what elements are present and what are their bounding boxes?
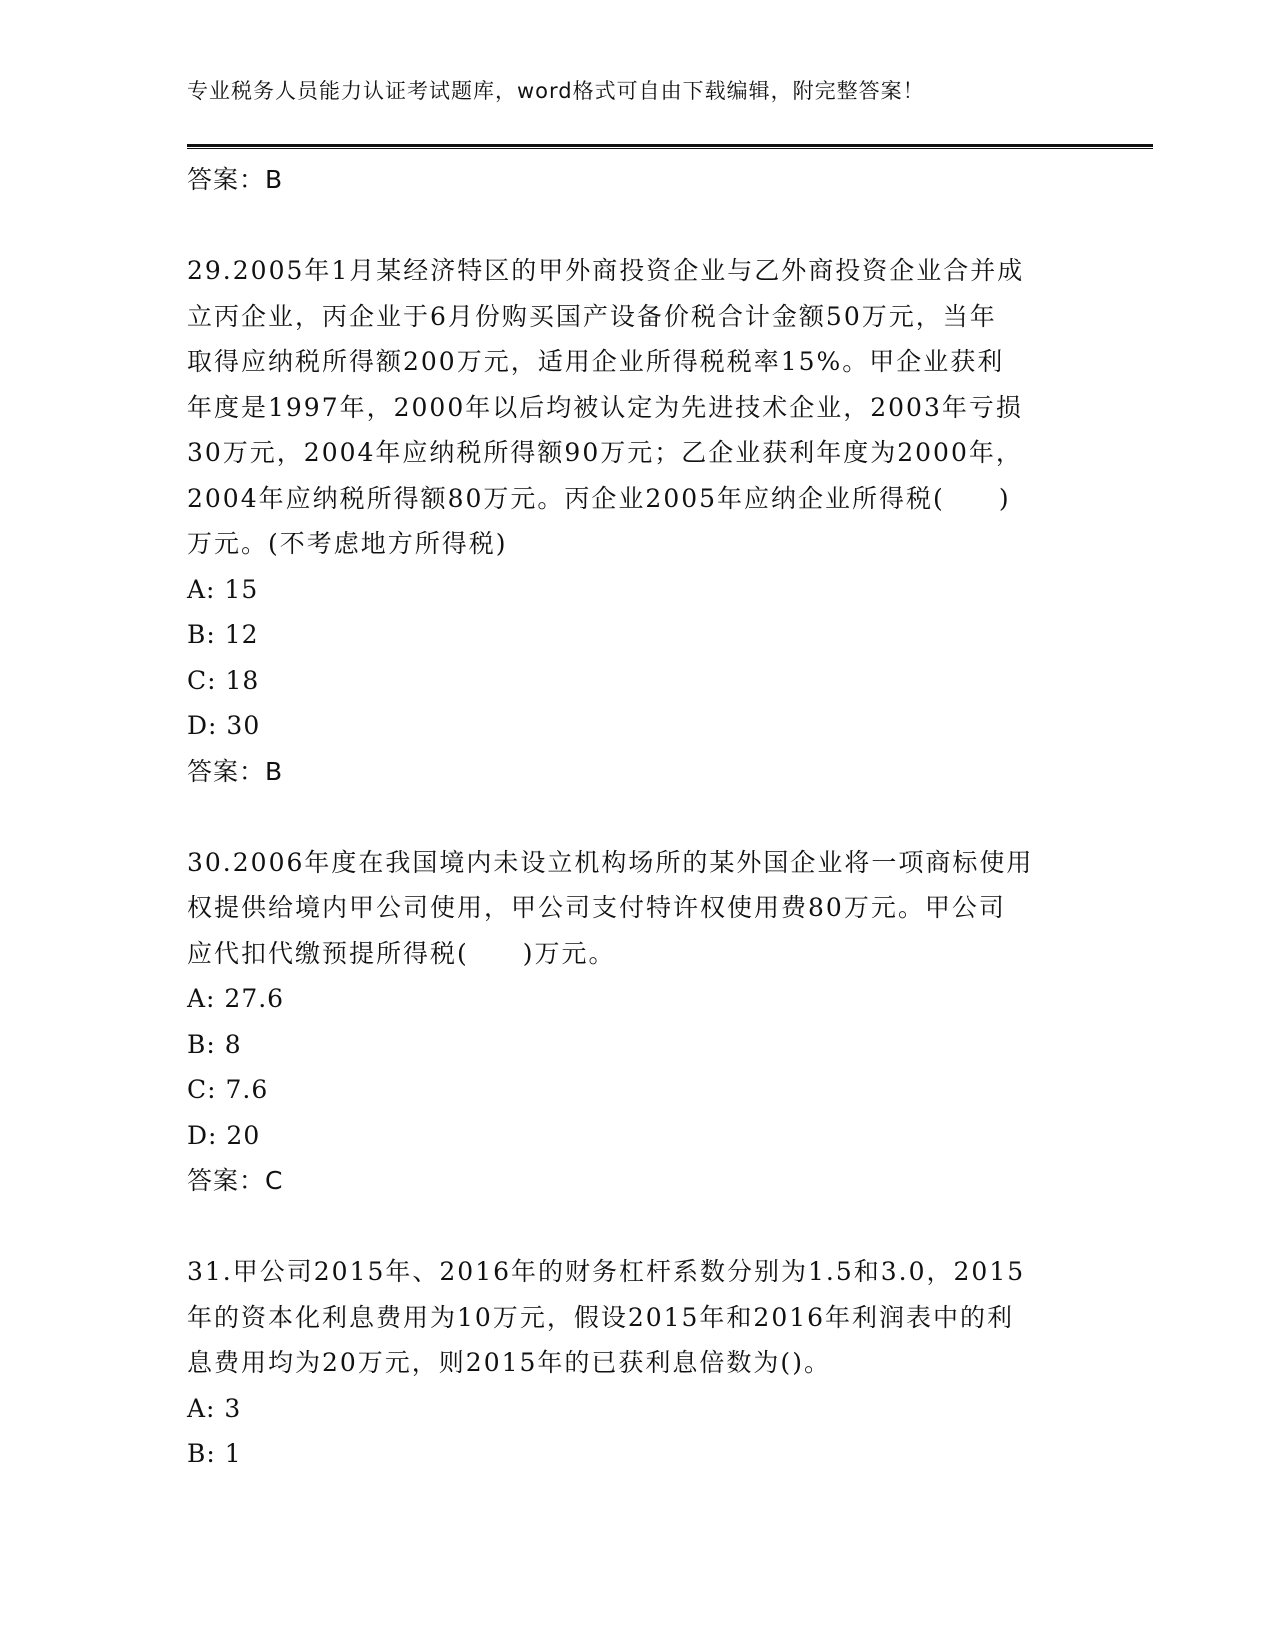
question-line: 万元。(不考虑地方所得税) — [187, 529, 508, 558]
page-header: 专业税务人员能力认证考试题库，word格式可自由下载编辑，附完整答案！ — [187, 79, 925, 103]
answer-line: 答案：B — [187, 165, 284, 194]
option-a: A: 3 — [187, 1393, 242, 1423]
question-line: 年的资本化利息费用为10万元，假设2015年和2016年利润表中的利 — [187, 1302, 1015, 1332]
document-body — [187, 157, 1087, 1477]
question-line: 息费用均为20万元，则2015年的已获利息倍数为()。 — [187, 1348, 831, 1377]
question-line: 2004年应纳税所得额80万元。丙企业2005年应纳企业所得税( ) — [187, 483, 1011, 513]
option-d: D: 20 — [187, 1120, 261, 1150]
option-b: B: 1 — [187, 1439, 242, 1468]
option-c: C: 18 — [187, 665, 260, 695]
option-d: D: 30 — [187, 711, 261, 740]
option-a: A: 27.6 — [187, 984, 285, 1013]
question-line: 应代扣代缴预提所得税( )万元。 — [187, 938, 616, 968]
header-rule — [187, 144, 1153, 149]
question-text — [187, 840, 1087, 977]
question-line: 取得应纳税所得额200万元，适用企业所得税税率15%。甲企业获利 — [187, 347, 1005, 376]
option-a: A: 15 — [187, 574, 259, 604]
option-c: C: 7.6 — [187, 1075, 269, 1104]
question-29 — [187, 248, 1087, 795]
question-31 — [187, 1249, 1087, 1477]
question-line: 31.甲公司2015年、2016年的财务杠杆系数分别为1.5和3.0，2015 — [187, 1257, 1026, 1286]
question-line: 30万元，2004年应纳税所得额90万元；乙企业获利年度为2000年， — [187, 438, 1023, 467]
option-b: B: 8 — [187, 1029, 242, 1059]
answer-line: 答案：C — [187, 1166, 284, 1195]
question-text — [187, 248, 1087, 567]
spacer — [187, 1204, 1087, 1249]
option-b: B: 12 — [187, 620, 259, 649]
question-30 — [187, 840, 1087, 1205]
question-line: 29.2005年1月某经济特区的甲外商投资企业与乙外商投资企业合并成 — [187, 256, 1025, 285]
question-line: 年度是1997年，2000年以后均被认定为先进技术企业，2003年亏损 — [187, 392, 1023, 422]
question-line: 30.2006年度在我国境内未设立机构场所的某外国企业将一项商标使用 — [187, 847, 1034, 877]
question-line: 立丙企业，丙企业于6月份购买国产设备价税合计金额50万元，当年 — [187, 301, 997, 331]
question-text — [187, 1249, 1087, 1386]
question-line: 权提供给境内甲公司使用，甲公司支付特许权使用费80万元。甲公司 — [187, 893, 1006, 922]
answer-line: 答案：B — [187, 756, 284, 786]
spacer — [187, 203, 1087, 248]
spacer — [187, 795, 1087, 840]
